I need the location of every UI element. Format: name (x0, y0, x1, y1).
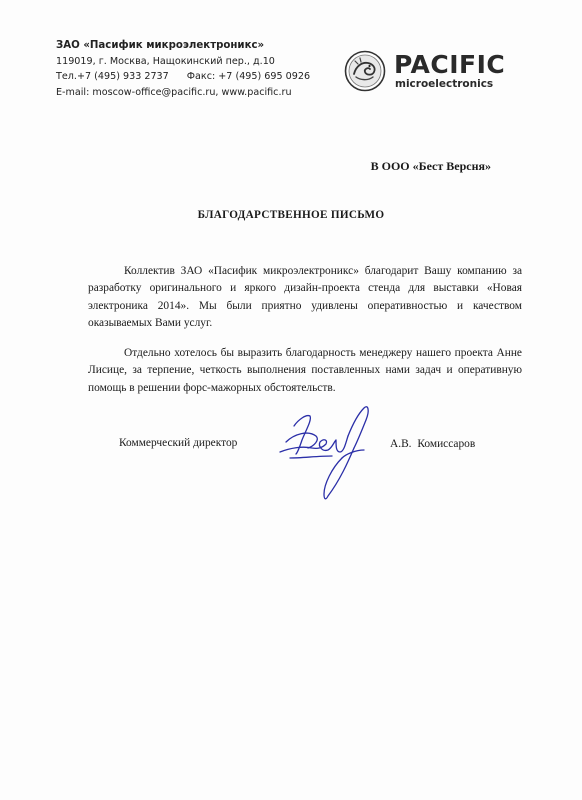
company-name: ЗАО «Пасифик микроэлектроникс» (56, 40, 265, 51)
fax-number: Факс: +7 (495) 695 0926 (186, 71, 311, 82)
letter-paragraph-1 (88, 263, 522, 332)
handwritten-signature (272, 396, 382, 508)
company-logo (344, 50, 534, 94)
company-email-web: E-mail: moscow-office@pacific.ru, www.pacific.ru (56, 86, 292, 98)
phone-number: Тел.+7 (495) 933 2737 (56, 71, 169, 82)
letter-paragraph-2 (88, 345, 522, 397)
company-address: 119019, г. Москва, Нащокинский пер., д.10 (56, 55, 275, 67)
addressee: В ООО «Бест Версня» (370, 159, 491, 173)
paragraph-text: Отдельно хотелось бы выразить благодарность менеджеру нашего проекта Анне Лисице, за терпение, четкость выполнения поставленных нами задач и оперативную помощь в решении форс-мажорных обстоятельств. (88, 347, 522, 394)
letter-title: БЛАГОДАРСТВЕННОЕ ПИСЬМО (197, 209, 385, 221)
signatory-position: Коммерческий директор (119, 437, 238, 449)
signatory-name: А.В. Комиссаров (390, 438, 476, 450)
letterhead (56, 38, 310, 100)
logo-subtitle-text: microelectronics (395, 78, 494, 90)
paragraph-text: Коллектив ЗАО «Пасифик микроэлектроникс» благодарит Вашу компанию за разработку оригинального и яркого дизайн-проекта стенда для выставки «Новая электроника 2014». Мы были приятно удивлены оперативностью и качеством оказываемых Вами услуг. (88, 265, 522, 329)
dragon-emblem-icon (344, 50, 386, 92)
logo-brand-text: PACIFIC (394, 50, 506, 79)
contact-phones (56, 69, 310, 85)
